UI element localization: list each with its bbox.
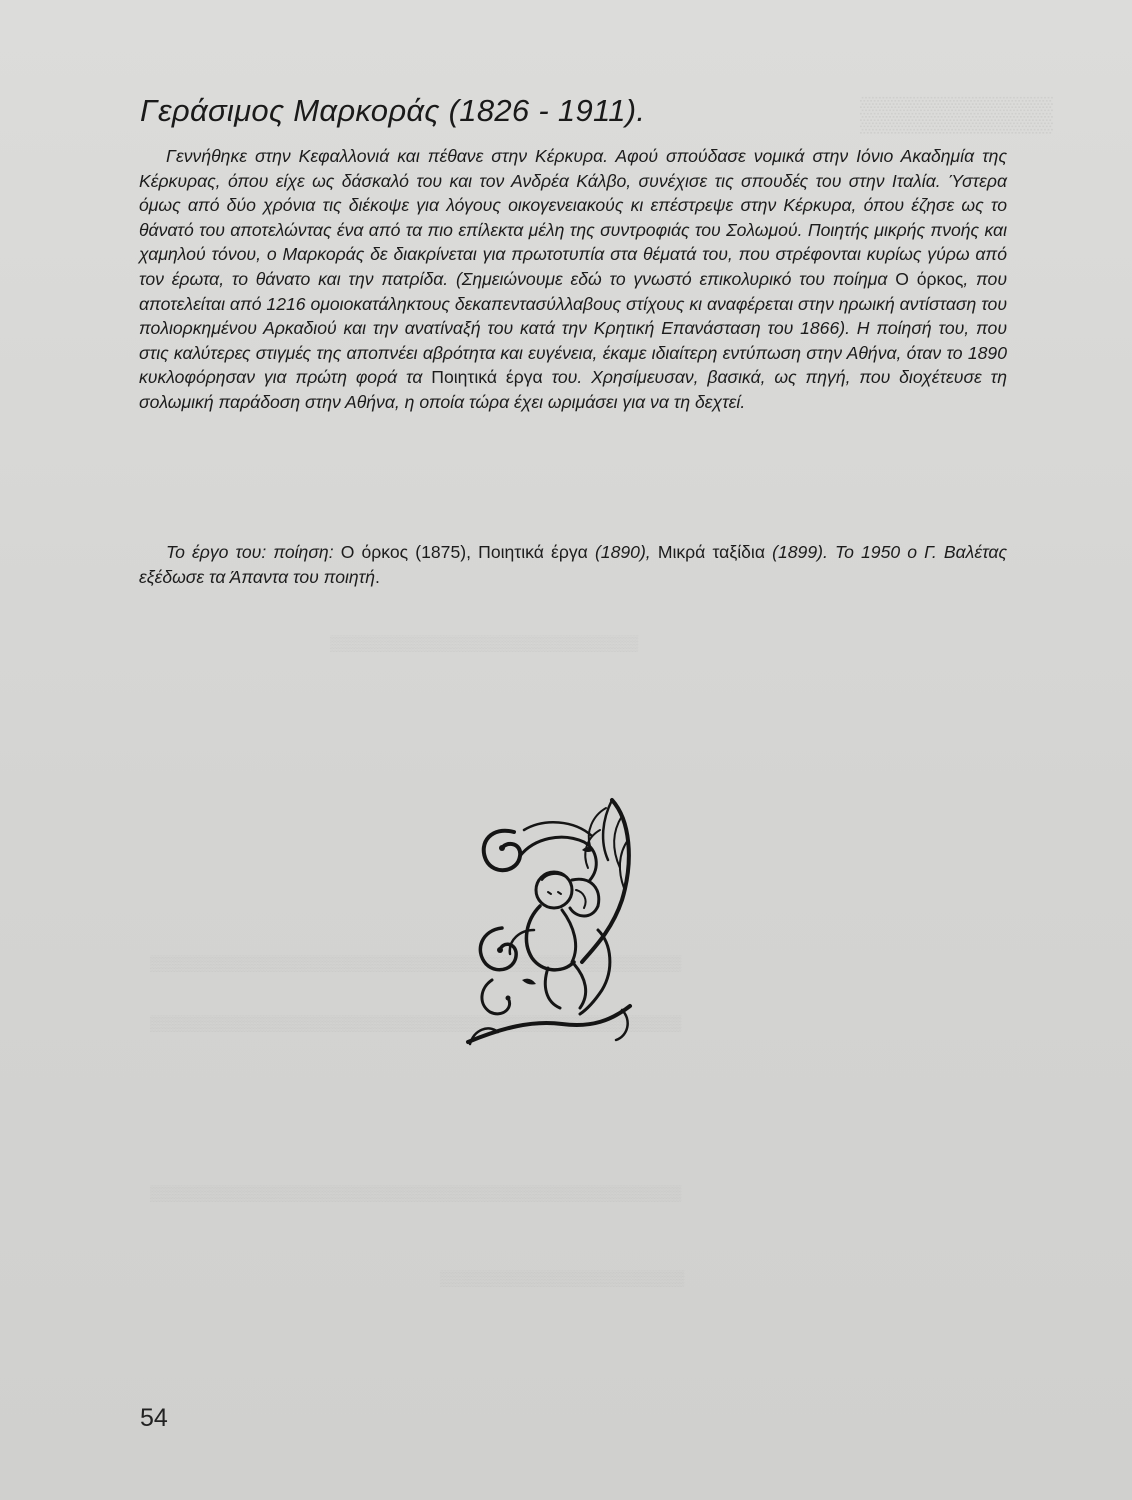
work-year-1: (1875), xyxy=(408,542,479,562)
work-year-3: (1899). Το 1950 ο Γ. Βαλέτας εξέδωσε τα xyxy=(139,542,1007,587)
bleed-through: ▒▒▒▒▒▒▒▒▒▒▒▒▒▒▒▒▒▒▒▒▒▒▒ xyxy=(440,1270,685,1287)
works-lead: Το έργο του: ποίηση: xyxy=(166,542,341,562)
page-number: 54 xyxy=(140,1404,168,1432)
biography-note-end: του. Χρησίμευσαν, βασικά, ως πηγή, που διοχέτευσε τη σολωμική παράδοση στην Αθήνα, η οποία τώρα έχει ωριμάσει για να τη δεχτεί. xyxy=(139,367,1007,412)
poem-title: Ο όρκος xyxy=(895,268,964,289)
bleed-through: ▒▒▒▒▒▒▒▒▒▒▒▒▒▒▒▒▒▒▒▒▒▒▒▒▒▒▒▒▒▒▒▒▒▒▒▒▒▒▒▒▒▒▒▒▒▒▒▒▒▒ xyxy=(150,1015,682,1032)
work-year-2: (1890), xyxy=(587,542,658,562)
bleed-through: ▒▒▒▒▒▒▒▒▒▒▒▒▒▒▒▒▒▒▒▒▒▒▒▒▒▒▒▒▒ xyxy=(330,635,639,652)
ornament-icon xyxy=(462,780,642,1050)
biography-note-rest: , που αποτελείται από 1216 ομοιοκατάληκτους δεκαπεντασύλλαβους στίχους κι αναφέρεται στην ηρωική αντίσταση του πολιορκημένου Αρκαδιού και την ανατίναξή του κατά την Κρητική Επανάσταση του 1866). Η ποίησή του, που στις καλύτερες στιγμές της αποπνέει αβρότητα και ευγένεια, έκαμε ιδιαίτερη εντύπωση στην Αθήνα, όταν το 1890 κυκλοφόρησαν για πρώτη φορά τα xyxy=(139,268,1008,388)
biography-paragraph xyxy=(139,144,1007,415)
works-end: . xyxy=(375,566,380,587)
bleed-through: ▒▒▒▒▒▒▒▒▒▒▒▒▒▒▒▒▒▒▒▒▒▒▒▒▒▒▒▒▒▒▒▒▒▒▒▒▒▒▒▒▒▒▒▒▒▒▒▒▒▒ xyxy=(150,1185,682,1202)
page-title: Γεράσιμος Μαρκοράς (1826 - 1911). xyxy=(140,93,646,128)
works-section xyxy=(139,540,1007,589)
biography xyxy=(139,144,1007,415)
work-title-3: Μικρά ταξίδια xyxy=(657,542,765,562)
work-title-2: Ποιητικά έργα xyxy=(478,542,588,562)
biography-note-open: (Σημειώνουμε εδώ το γνωστό επικολυρικό του ποίημα xyxy=(455,268,896,289)
biography-text: Γεννήθηκε στην Κεφαλλονιά και πέθανε στην Κέρκυρα. Αφού σπούδασε νομικά στην Ιόνιο Ακαδημία της Κέρκυρας, όπου είχε ως δάσκαλό του και τον Ανδρέα Κάλβο, συνέχισε τις σπουδές του στην Ιταλία. Ύστερα όμως από δύο χρόνια τις διέκοψε για λόγους οικογενειακούς κι επέστρεψε στην Κέρκυρα, όπου έζησε ως το θάνατό του αποτελώντας ένα από τα πιο επίλεκτα μέλη της συντροφιάς του Σολωμού. Ποιητής μικρής πνοής και χαμηλού τόνου, ο Μαρκοράς δε διακρίνεται για πρωτοτυπία στα θέματά του, που στρέφονται κυρίως γύρω από τον έρωτα, το θάνατο και την πατρίδα. xyxy=(139,146,1007,289)
bleed-through: ▒▒▒▒▒▒▒▒ xyxy=(860,95,1053,133)
complete-works-title: Άπαντα του ποιητή xyxy=(229,566,376,587)
work-title-1: Ο όρκος xyxy=(340,542,409,562)
works-paragraph xyxy=(139,540,1007,589)
bleed-through: ▒▒▒▒▒▒▒▒▒▒▒▒▒▒▒▒▒▒▒▒▒▒▒▒▒▒▒▒▒▒▒▒▒▒▒▒▒▒▒▒▒▒▒▒▒▒▒▒▒▒ xyxy=(150,955,682,972)
collection-title: Ποιητικά έργα xyxy=(431,367,543,388)
